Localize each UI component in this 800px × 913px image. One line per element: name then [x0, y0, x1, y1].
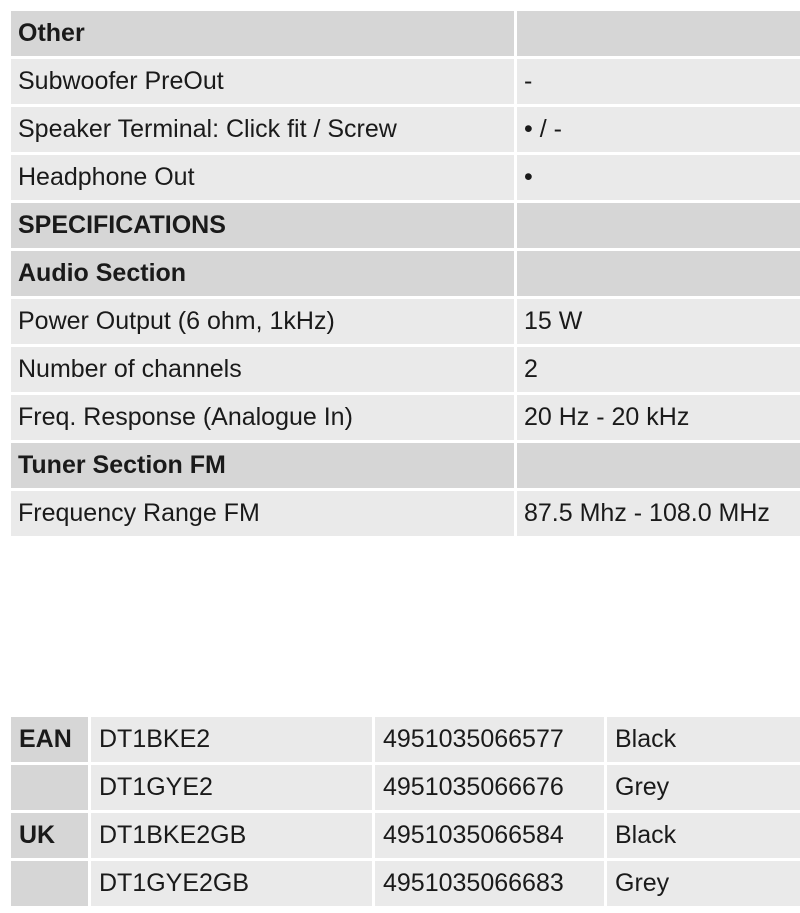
row-label: SPECIFICATIONS [11, 203, 517, 251]
ean-code: 4951035066683 [375, 861, 607, 906]
ean-code: 4951035066676 [375, 765, 607, 813]
region-label: UK [11, 813, 91, 861]
row-label: Freq. Response (Analogue In) [11, 395, 517, 443]
row-value: 2 [517, 347, 800, 395]
row-value: • / - [517, 107, 800, 155]
model-code: DT1GYE2GB [91, 861, 375, 906]
row-label: Frequency Range FM [11, 491, 517, 539]
row-value: 15 W [517, 299, 800, 347]
table-row [11, 155, 800, 203]
specifications-table [11, 11, 800, 539]
color-name: Black [607, 717, 800, 765]
table-row [11, 765, 800, 813]
table-row [11, 107, 800, 155]
color-name: Grey [607, 765, 800, 813]
region-label [11, 861, 91, 906]
row-label: Tuner Section FM [11, 443, 517, 491]
table-row [11, 395, 800, 443]
row-label: Power Output (6 ohm, 1kHz) [11, 299, 517, 347]
color-name: Grey [607, 861, 800, 906]
section-header-specifications [11, 203, 800, 251]
color-name: Black [607, 813, 800, 861]
section-header-other [11, 11, 800, 59]
section-header-tuner [11, 443, 800, 491]
row-value: 87.5 Mhz - 108.0 MHz [517, 491, 800, 539]
row-value: • [517, 155, 800, 203]
ean-codes-table [11, 717, 800, 906]
row-value: 20 Hz - 20 kHz [517, 395, 800, 443]
table-row [11, 491, 800, 539]
region-label: EAN [11, 717, 91, 765]
ean-code: 4951035066577 [375, 717, 607, 765]
row-value: - [517, 59, 800, 107]
ean-code: 4951035066584 [375, 813, 607, 861]
row-label: Number of channels [11, 347, 517, 395]
row-label: Other [11, 11, 517, 59]
region-label [11, 765, 91, 813]
row-value [517, 11, 800, 59]
row-label: Speaker Terminal: Click fit / Screw [11, 107, 517, 155]
row-label: Subwoofer PreOut [11, 59, 517, 107]
row-label: Headphone Out [11, 155, 517, 203]
model-code: DT1BKE2GB [91, 813, 375, 861]
table-row [11, 59, 800, 107]
table-row [11, 861, 800, 906]
row-value [517, 203, 800, 251]
table-row [11, 717, 800, 765]
model-code: DT1GYE2 [91, 765, 375, 813]
model-code: DT1BKE2 [91, 717, 375, 765]
table-row [11, 347, 800, 395]
row-value [517, 251, 800, 299]
table-row [11, 813, 800, 861]
row-value [517, 443, 800, 491]
section-header-audio [11, 251, 800, 299]
row-label: Audio Section [11, 251, 517, 299]
table-row [11, 299, 800, 347]
